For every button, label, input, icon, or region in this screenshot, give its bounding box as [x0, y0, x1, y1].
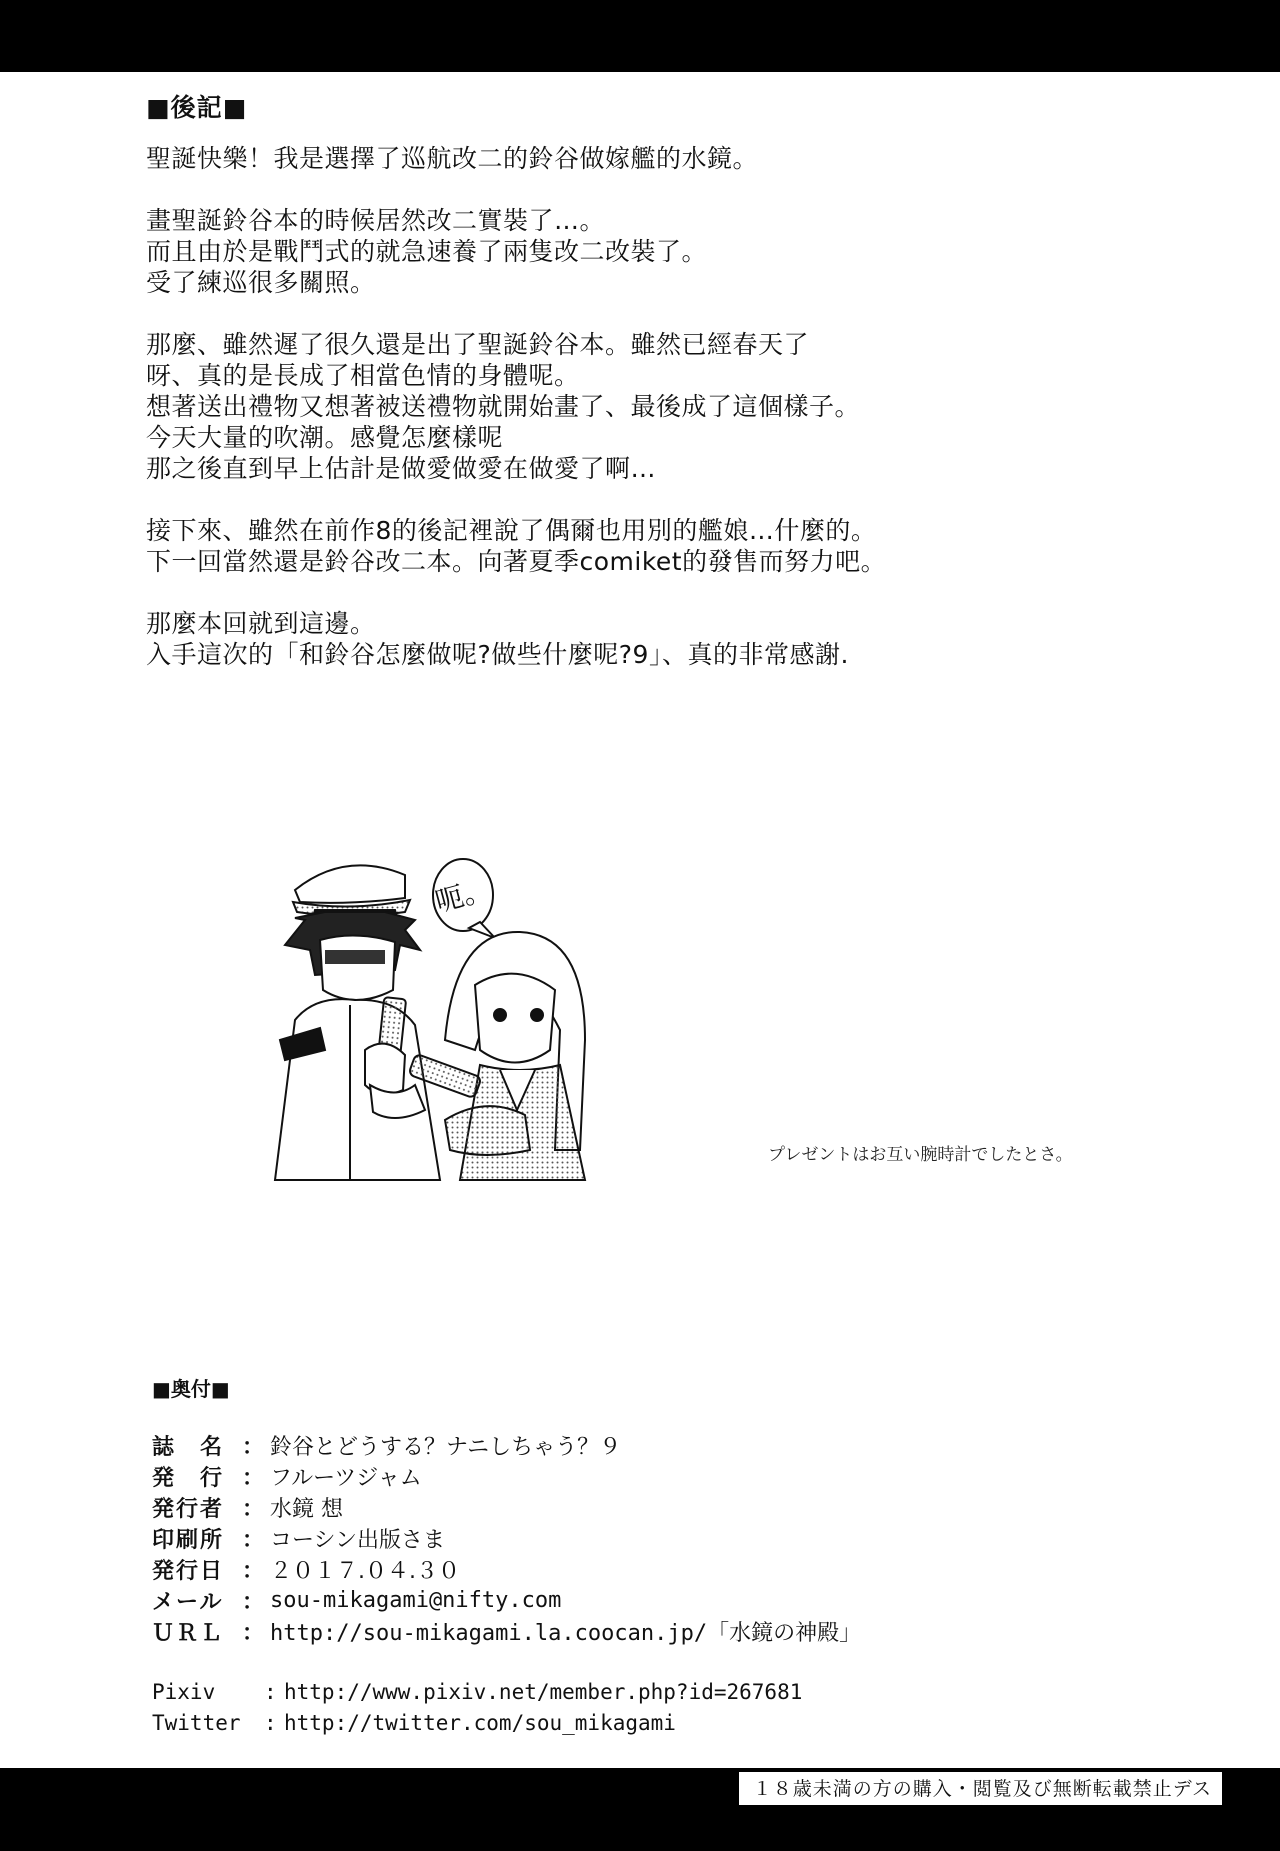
afterword-paragraph-4: [146, 515, 1146, 577]
colophon-separator: ：: [242, 1435, 265, 1460]
afterword-paragraph-3: [146, 329, 1146, 484]
link-label: Pixiv: [152, 1679, 216, 1704]
speech-bubble-text: 呃。: [431, 872, 495, 919]
link-separator: :: [264, 1679, 277, 1704]
colophon-separator: ：: [242, 1590, 265, 1615]
colophon-label: 発 行: [152, 1466, 225, 1491]
afterword-line: 而且由於是戰鬥式的就急速養了兩隻改二改裝了。: [146, 237, 708, 266]
afterword-body: [146, 143, 1146, 701]
colophon-value: フルーツジャム: [270, 1466, 422, 1491]
colophon-row-url: [152, 1616, 861, 1647]
colophon-row-author: [152, 1492, 861, 1523]
social-links: [152, 1676, 802, 1738]
twitter-link[interactable]: http://twitter.com/sou_mikagami: [284, 1710, 676, 1735]
website-link[interactable]: http://sou-mikagami.la.coocan.jp/「水鏡の神殿」: [270, 1621, 862, 1646]
colophon-separator: ：: [242, 1621, 265, 1646]
colophon-value: 鈴谷とどうする？ナニしちゃう？９: [270, 1435, 622, 1460]
colophon-label: 誌 名: [152, 1435, 225, 1460]
afterword-line: 受了練巡很多關照。: [146, 268, 376, 297]
illustration: [255, 850, 695, 1200]
colophon-value: コーシン出版さま: [270, 1528, 446, 1553]
colophon-separator: ：: [242, 1497, 265, 1522]
colophon-row-email: [152, 1585, 861, 1616]
colophon-label: 発行日: [152, 1559, 225, 1584]
afterword-line: 那麼本回就到這邊。: [146, 609, 376, 638]
email-link[interactable]: sou-mikagami@nifty.com: [270, 1588, 562, 1613]
colophon-label: 印刷所: [152, 1528, 225, 1553]
afterword-line: 那麼、雖然遲了很久還是出了聖誕鈴谷本。雖然已經春天了: [146, 330, 810, 359]
colophon: [152, 1430, 861, 1647]
link-label: Twitter: [152, 1710, 241, 1735]
colophon-value: ２０１７.０４.３０: [270, 1559, 460, 1584]
colophon-label: 発行者: [152, 1497, 225, 1522]
colophon-row-date: [152, 1554, 861, 1585]
afterword-line: 那之後直到早上估計是做愛做愛在做愛了啊…: [146, 454, 657, 483]
illustration-caption: プレゼントはお互い腕時計でしたとさ。: [768, 1145, 1073, 1165]
colophon-row-printer: [152, 1523, 861, 1554]
afterword-line: 聖誕快樂！我是選擇了巡航改二的鈴谷做嫁艦的水鏡。: [146, 144, 759, 173]
link-row-pixiv: [152, 1676, 802, 1707]
afterword-line: 今天大量的吹潮。感覺怎麼樣呢: [146, 423, 504, 452]
speech-bubble: [432, 859, 495, 938]
age-disclaimer: １８歳未満の方の購入・閲覧及び無断転載禁止デス: [739, 1772, 1222, 1805]
afterword-paragraph-2: [146, 205, 1146, 298]
colophon-row-title: [152, 1430, 861, 1461]
colophon-heading: ■奥付■: [152, 1377, 230, 1401]
colophon-value: 水鏡 想: [270, 1497, 343, 1522]
colophon-row-publisher: [152, 1461, 861, 1492]
afterword-paragraph-1: [146, 143, 1146, 174]
link-row-twitter: [152, 1707, 802, 1738]
afterword-line: 入手這次的「和鈴谷怎麼做呢?做些什麼呢?9」、真的非常感謝.: [146, 640, 849, 669]
colophon-label: ＵＲＬ: [152, 1621, 225, 1646]
afterword-line: 下一回當然還是鈴谷改二本。向著夏季comiket的發售而努力吧。: [146, 547, 887, 576]
officer-figure: [275, 865, 440, 1180]
colophon-label: メール: [152, 1590, 224, 1615]
link-separator: :: [264, 1710, 277, 1735]
afterword-paragraph-5: [146, 608, 1146, 670]
top-black-border: [0, 0, 1280, 72]
afterword-heading: ■後記■: [146, 93, 248, 122]
afterword-line: 接下來、雖然在前作8的後記裡說了偶爾也用別的艦娘…什麼的。: [146, 516, 877, 545]
afterword-line: 想著送出禮物又想著被送禮物就開始畫了、最後成了這個樣子。: [146, 392, 861, 421]
colophon-separator: ：: [242, 1559, 265, 1584]
pixiv-link[interactable]: http://www.pixiv.net/member.php?id=267681: [284, 1679, 803, 1704]
colophon-separator: ：: [242, 1528, 265, 1553]
afterword-line: 呀、真的是長成了相當色情的身體呢。: [146, 361, 580, 390]
colophon-separator: ：: [242, 1466, 265, 1491]
afterword-line: 畫聖誕鈴谷本的時候居然改二實裝了…。: [146, 206, 606, 235]
